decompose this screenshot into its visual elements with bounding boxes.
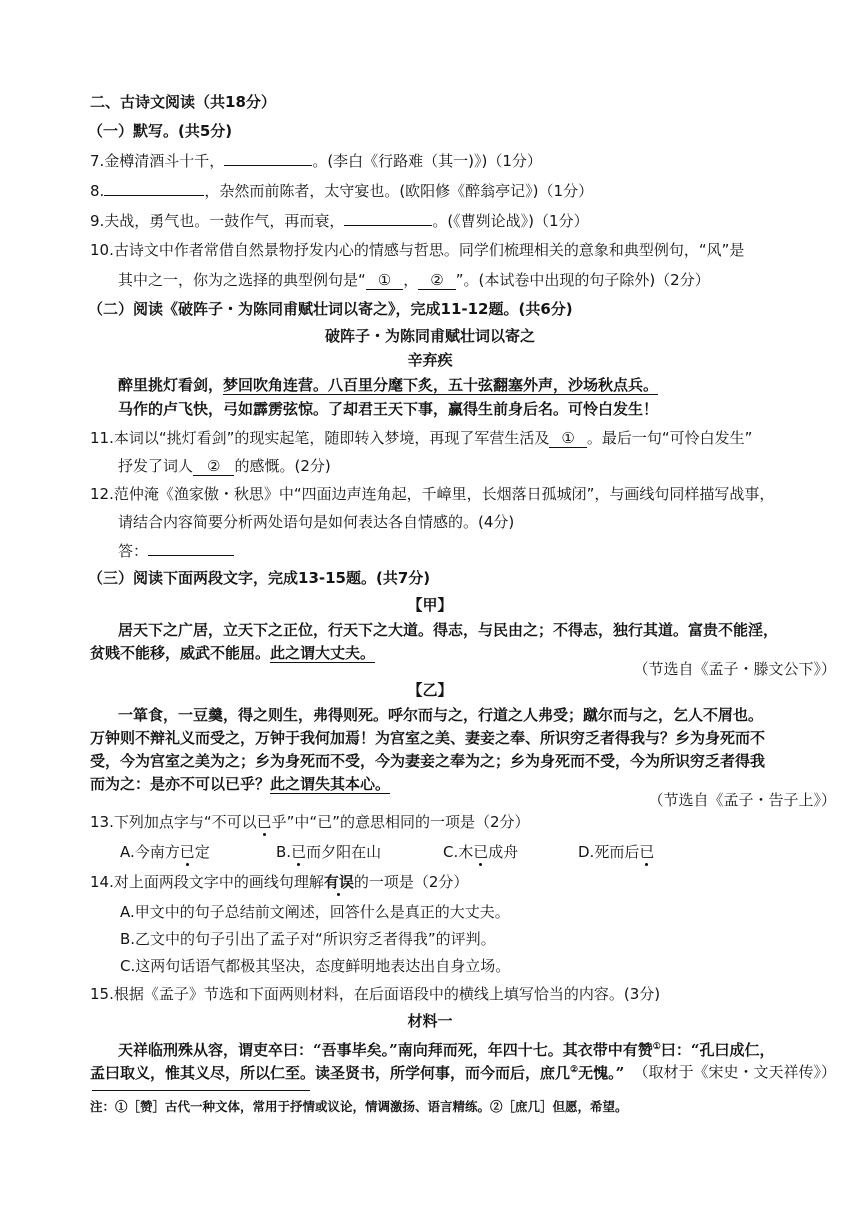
answer-row <box>118 541 234 561</box>
option-text: C.木 <box>443 843 474 861</box>
dotted-char: 已 <box>179 843 195 861</box>
footnote-marker: ① <box>652 1042 661 1052</box>
poem-title: 破阵子・为陈同甫赋壮词以寄之 <box>324 327 535 345</box>
option-text: 而夕阳在山 <box>306 843 382 861</box>
part2-title: （二）阅读《破阵子・为陈同甫赋壮词以寄之》，完成11-12题。(共6分) <box>88 300 573 318</box>
passage-jia-line1: 居天下之广居，立天下之正位，行天下之大道。得志，与民由之；不得志，独行其道。富贵不能淫， <box>118 621 779 639</box>
material-source: （取材于《宋史・文天祥传》） <box>633 1063 836 1081</box>
passage-jia-source: （节选自《孟子・滕文公下》） <box>633 660 836 678</box>
underlined-sentence: 此之谓大丈夫。 <box>270 644 376 662</box>
passage-jia-line2 <box>90 643 375 663</box>
q14-text-b: 的一项是（2分） <box>353 873 469 891</box>
passage-yi-line4 <box>90 774 390 794</box>
question-9 <box>90 211 589 231</box>
q11-text-a: 11.本词以“挑灯看剑”的现实起笔，随即转入梦境，再现了军营生活及 <box>90 429 550 447</box>
passage-yi-label: 【乙】 <box>407 681 453 699</box>
emphasized-text: 有误 <box>323 873 354 891</box>
part1-title: （一）默写。(共5分) <box>88 122 233 140</box>
q13-option-d[interactable] <box>578 842 654 862</box>
footnote-marker: ② <box>570 1065 579 1075</box>
answer-blank[interactable] <box>104 181 204 196</box>
yi-text: 而为之：是亦不可以已乎？ <box>90 775 271 793</box>
dotted-char: 已 <box>473 843 489 861</box>
option-text: A.今南方 <box>120 843 180 861</box>
part3-title: （三）阅读下面两段文字，完成13-15题。(共7分) <box>88 569 431 587</box>
question-14 <box>90 872 468 892</box>
underlined-sentence: 此之谓失其本心。 <box>270 775 391 793</box>
q11-text-d: 的感慨。(2分) <box>234 457 331 475</box>
option-text: B. <box>276 843 292 861</box>
q14-option-a[interactable]: A.甲文中的句子总结前文阐述，回答什么是真正的大丈夫。 <box>120 903 510 921</box>
passage-yi-source: （节选自《孟子・告子上》） <box>648 791 836 809</box>
q11-text-b: 。最后一句“可怜白发生” <box>586 429 753 447</box>
q10-sep: ， <box>403 271 419 289</box>
question-7 <box>90 151 542 171</box>
question-8 <box>90 181 593 201</box>
passage-yi-line1: 一箪食，一豆羹，得之则生，弗得则死。呼尔而与之，行道之人弗受；蹴尔而与之，乞人不屑也。 <box>118 706 764 724</box>
q13-text-b: 乎”中“ <box>271 813 318 831</box>
q10-text-a: 其中之一，你为之选择的典型例句是“ <box>118 271 366 289</box>
q13-option-a[interactable] <box>120 842 210 862</box>
blank-marker-1[interactable]: ① <box>366 271 403 290</box>
material-line1 <box>118 1037 774 1060</box>
blank-marker-2[interactable]: ② <box>193 457 234 476</box>
option-text: 定 <box>194 843 210 861</box>
underlined-poem-line: 梦回吹角连营。八百里分麾下炙，五十弦翻塞外声，沙场秋点兵。 <box>223 376 659 394</box>
q9-text-a: 9.夫战，勇气也。一鼓作气，再而衰， <box>90 212 345 230</box>
q13-option-b[interactable] <box>276 842 381 862</box>
material-text: 无愧。” <box>578 1064 625 1082</box>
footnote-divider <box>92 1090 310 1091</box>
q14-option-c[interactable]: C.这两句话语气都极其坚决，态度鲜明地表达出自身立场。 <box>120 957 511 975</box>
q14-text-a: 14.对上面两段文字中的画线句理解 <box>90 873 324 891</box>
q14-option-b[interactable]: B.乙文中的句子引出了孟子对“所识穷乏者得我”的评判。 <box>120 930 496 948</box>
poem-line-1a: 醉里挑灯看剑， <box>118 376 224 394</box>
section-title: 二、古诗文阅读（共18分） <box>90 93 276 111</box>
option-text: 成舟 <box>488 843 519 861</box>
option-text: D.死而后 <box>578 843 640 861</box>
material-title: 材料一 <box>407 1012 453 1030</box>
q9-text-b: 。(《曹刿论战》)（1分） <box>432 212 589 230</box>
q7-text-a: 7.金樽清酒斗十千， <box>90 152 225 170</box>
answer-blank[interactable] <box>148 541 234 556</box>
poem-line-2: 马作的卢飞快，弓如霹雳弦惊。了却君王天下事，赢得生前身后名。可怜白发生！ <box>118 400 659 418</box>
footnote: 注：①［赞］古代一种文体，常用于抒情或议论，情调激扬、语言精练。②［庶几］但愿，希望。 <box>90 1099 628 1114</box>
passage-yi-line2: 万钟则不辩礼义而受之，万钟于我何加焉！为宫室之美、妻妾之奉、所识穷乏者得我与？乡为身死而不 <box>90 729 766 747</box>
question-15: 15.根据《孟子》节选和下面两则材料，在后面语段中的横线上填写恰当的内容。(3分) <box>90 985 661 1003</box>
passage-jia-label: 【甲】 <box>407 596 453 614</box>
q13-text-d: ”的意思相同的一项是（2分） <box>332 813 530 831</box>
poem-author: 辛弃疾 <box>407 351 453 369</box>
q13-option-c[interactable] <box>443 842 518 862</box>
question-10-line1: 10.古诗文中作者常借自然景物抒发内心的情感与哲思。同学们梳理相关的意象和典型例句，“风”是 <box>90 241 745 259</box>
poem-line-1 <box>118 375 658 395</box>
material-line2 <box>90 1060 624 1083</box>
jia-text: 贫贱不能移，威武不能屈。 <box>90 644 271 662</box>
passage-yi-line3: 受，今为宫室之美为之；乡为身死而不受，今为妻妾之奉为之；乡为身死而不受，今为所识穷乏者得我 <box>90 752 766 770</box>
answer-label: 答： <box>118 542 149 560</box>
q13-text-a: 13.下列加点字与“不可以 <box>90 813 257 831</box>
q8-text-a: 8. <box>90 182 105 200</box>
q13-char: 已 <box>317 813 333 831</box>
question-13 <box>90 812 530 832</box>
question-12-line1: 12.范仲淹《渔家傲・秋思》中“四面边声连角起，千嶂里，长烟落日孤城闭”，与画线句同样描写战事， <box>90 485 775 503</box>
material-text: 曰：“孔曰成仁， <box>660 1041 775 1059</box>
q8-text-b: ，杂然而前陈者，太守宴也。(欧阳修《醉翁亭记》)（1分） <box>204 182 594 200</box>
blank-marker-2[interactable]: ② <box>418 271 455 290</box>
q10-text-b: ”。(本试卷中出现的句子除外)（2分） <box>455 271 710 289</box>
question-11-line1 <box>90 428 752 448</box>
question-11-line2 <box>118 456 331 476</box>
dotted-char: 已 <box>291 843 307 861</box>
dotted-char: 已 <box>256 813 272 831</box>
question-10-line2 <box>118 270 710 290</box>
material-text: 孟曰取义，惟其义尽，所以仁至。读圣贤书，所学何事，而今而后，庶几 <box>90 1064 571 1082</box>
answer-blank[interactable] <box>344 211 432 226</box>
dotted-char: 已 <box>639 843 655 861</box>
question-12-line2: 请结合内容简要分析两处语句是如何表达各自情感的。(4分) <box>118 513 515 531</box>
material-text: 天祥临刑殊从容，谓吏卒曰：“吾事毕矣。”南向拜而死，年四十七。其衣带中有赞 <box>118 1041 653 1059</box>
blank-marker-1[interactable]: ① <box>549 429 586 448</box>
answer-blank[interactable] <box>224 151 312 166</box>
q7-text-b: 。(李白《行路难（其一)》)（1分） <box>312 152 542 170</box>
q11-text-c: 抒发了词人 <box>118 457 194 475</box>
